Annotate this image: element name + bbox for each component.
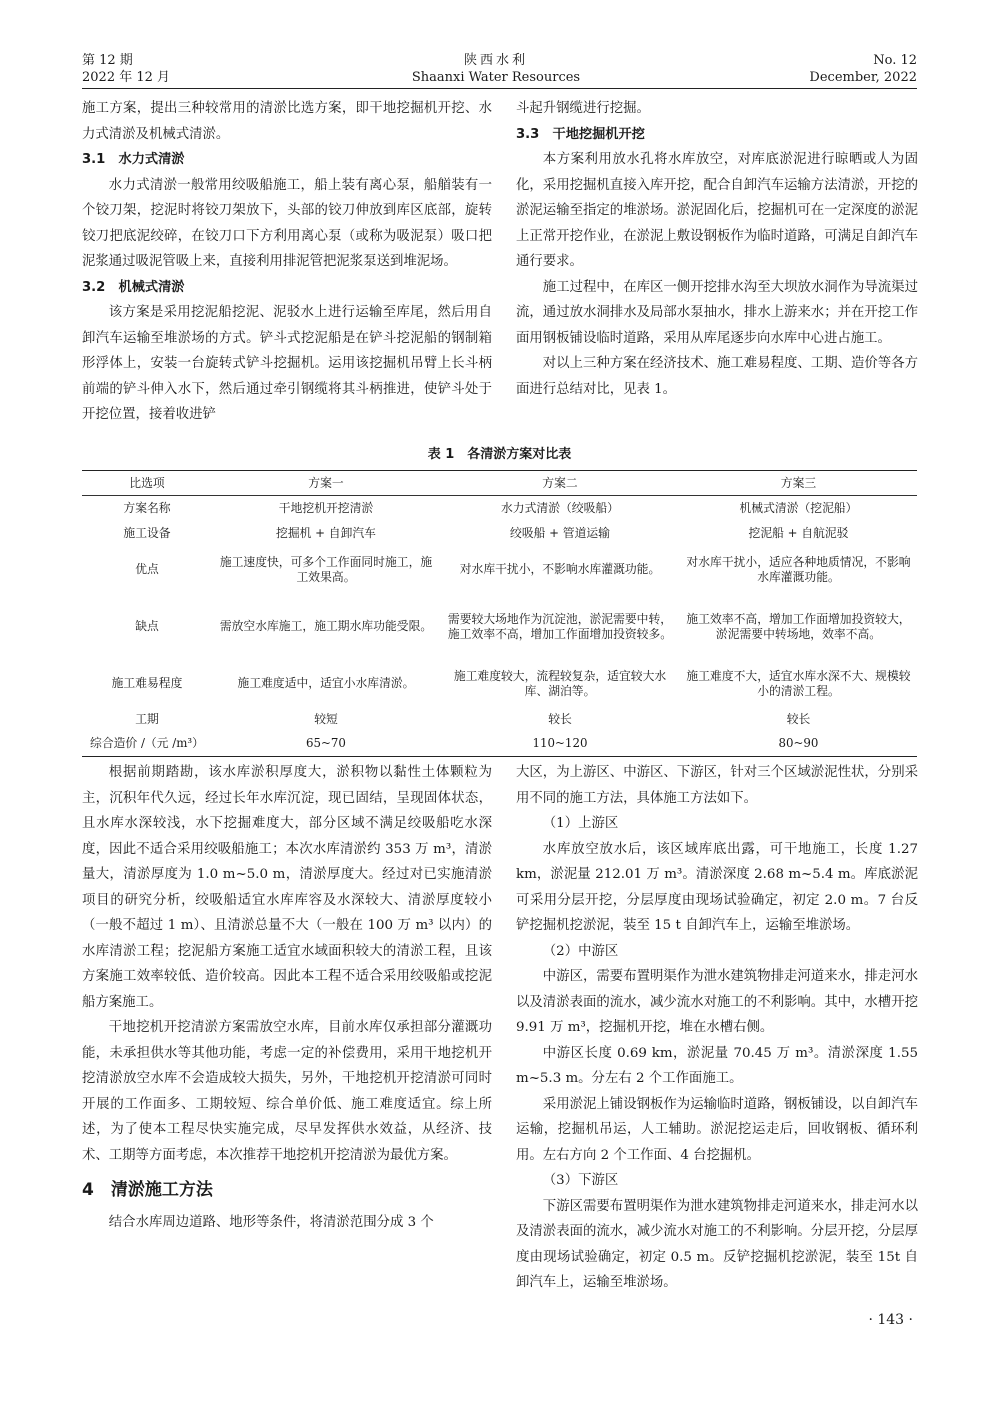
section-4-heading: 4 清淤施工方法 — [82, 1180, 213, 1200]
section-3-1-heading: 3.1 水力式清淤 — [82, 152, 185, 167]
table-cell: 缺点 — [135, 619, 159, 633]
table-cell: 80~90 — [778, 736, 819, 750]
page-number: · 143 · — [868, 1312, 913, 1328]
table-header-cell: 方案三 — [680, 471, 917, 496]
paragraph: 该方案是采用挖泥船挖泥、泥驳水上进行运输至库尾，然后用自卸汽车运输至堆淤场的方式。铲斗式挖泥船是在铲斗挖泥船的钢制箱形浮体上，安装一台旋转式铲斗挖掘机。运用该挖掘机吊臂上长斗柄前端的铲斗伸入水下，然后通过牵引钢缆将其斗柄推进，使铲斗处于开挖位置，接着收进铲 — [82, 305, 492, 422]
table-header-cell: 方案二 — [440, 471, 680, 496]
header-right — [717, 52, 917, 86]
header-date-en: December, 2022 — [809, 70, 917, 85]
subheading-downstream: （3）下游区 — [542, 1173, 619, 1188]
table-header-cell: 方案一 — [212, 471, 440, 496]
paragraph: 大区，为上游区、中游区、下游区，针对三个区域淤泥性状，分别采用不同的施工方法，具体施工方法如下。 — [516, 765, 918, 806]
table-row — [82, 521, 917, 546]
table-cell: 110~120 — [532, 736, 588, 750]
table-cell: 施工难易程度 — [111, 676, 183, 690]
table-cell: 挖泥船 + 自航泥驳 — [748, 525, 849, 540]
paragraph: 中游区长度 0.69 km，淤泥量 70.45 万 m³。清淤深度 1.55 m~5.3 m。分左右 2 个工作面施工。 — [516, 1045, 918, 1086]
table-cell: 优点 — [135, 562, 159, 576]
paragraph: 下游区需要布置明渠作为泄水建筑物排走河道来水，排走河水以及清淤表面的流水，减少流水对施工的不利影响。分层开挖，分层厚度由现场试验确定，初定 0.5 m。反铲挖掘机挖淤泥，装至 15t 自卸汽车上，运输至堆淤场。 — [516, 1198, 918, 1290]
header-date-cn: 2022 年 12 月 — [82, 70, 171, 85]
table-cell: 对水库干扰小，不影响水库灌溉功能。 — [459, 562, 661, 576]
table-caption: 表 1 各清淤方案对比表 — [427, 447, 572, 462]
table-header-row — [82, 471, 917, 496]
table-row — [82, 660, 917, 708]
journal-title-en: Shaanxi Water Resources — [411, 70, 581, 85]
table-cell: 施工难度不大，适宜水库水深不大、规模较小的清淤工程。 — [686, 668, 911, 698]
paragraph: 对以上三种方案在经济技术、施工难易程度、工期、造价等各方面进行总结对比，见表 1。 — [516, 356, 918, 397]
journal-title-cn: 陕西水利 — [463, 53, 528, 68]
table-cell: 施工设备 — [123, 525, 171, 540]
header-left — [82, 52, 282, 86]
paragraph: 采用淤泥上铺设钢板作为运输临时道路，钢板铺设，以自卸汽车运输，挖掘机吊运，人工辅助。淤泥挖运走后，回收钢板、循环利用。左右方向 2 个工作面、4 台挖掘机。 — [516, 1096, 918, 1163]
table-cell: 工期 — [135, 712, 159, 726]
paragraph: 斗起升钢缆进行挖掘。 — [516, 101, 650, 116]
header-center — [396, 52, 596, 86]
subheading-upstream: （1）上游区 — [542, 816, 619, 831]
table-cell: 施工速度快，可多个工作面同时施工，施工效果高。 — [219, 554, 433, 584]
table-cell: 方案名称 — [123, 500, 171, 515]
paragraph: 水库放空放水后，该区域库底出露，可干地施工，长度 1.27 km，淤泥量 212.01 万 m³。清淤深度 2.68 m~5.4 m。库底淤泥可采用分层开挖，分层厚度由现场试验确定，初定 2.0 m。7 台反铲挖掘机挖淤泥，装至 15 t 自卸汽车上，运输至堆淤场。 — [516, 841, 918, 933]
table-cell: 机械式清淤（挖泥船） — [739, 500, 858, 515]
table-cell: 需要较大场地作为沉淀池，淤泥需要中转，施工效率不高，增加工作面增加投资较多。 — [447, 611, 673, 641]
paragraph: 施工过程中，在库区一侧开挖排水沟至大坝放水洞作为导流渠过流，通过放水洞排水及局部水泵抽水，排水上游来水；并在开挖工作面用钢板铺设临时道路，采用从库尾逐步向水库中心进占施工。 — [516, 279, 918, 346]
table-cell: 挖掘机 + 自卸汽车 — [276, 525, 376, 540]
table-cell: 绞吸船 + 管道运输 — [510, 525, 610, 540]
paragraph: 施工方案，提出三种较常用的清淤比选方案，即干地挖掘机开挖、水力式清淤及机械式清淤。 — [82, 101, 492, 142]
table-cell: 施工难度适中，适宜小水库清淤。 — [237, 676, 415, 690]
table-cell: 综合造价 /（元 /m³） — [90, 736, 204, 750]
table-cell: 对水库干扰小，适应各种地质情况，不影响水库灌溉功能。 — [686, 554, 911, 584]
table-cell: 水力式清淤（绞吸船） — [501, 500, 619, 515]
section-3-3-heading: 3.3 干地挖掘机开挖 — [516, 126, 645, 142]
table-cell: 施工效率不高，增加工作面增加投资较大，淤泥需要中转场地，效率不高。 — [686, 611, 911, 641]
paragraph: 干地挖机开挖清淤方案需放空水库，目前水库仅承担部分灌溉功能，未承担供水等其他功能，考虑一定的补偿费用，采用干地挖机开挖清淤放空水库不会造成较大损失，另外，干地挖机开挖清淤可同时开展的工作面多、工期较短、综合单价低、施工难度适宜。综上所述，为了使本工程尽快实施完成，尽早发挥供水效益，从经济、技术、工期等方面考虑，本次推荐干地挖机开挖清淤为最优方案。 — [82, 1020, 492, 1163]
comparison-table-grid — [82, 471, 917, 756]
table-row — [82, 708, 917, 732]
paragraph: 中游区，需要布置明渠作为泄水建筑物排走河道来水，排走河水以及清淤表面的流水，减少流水对施工的不利影响。其中，水槽开挖 9.91 万 m³，挖掘机开挖，堆在水槽右侧。 — [516, 969, 918, 1035]
right-column-top — [516, 96, 918, 402]
table-cell: 65~70 — [306, 736, 346, 750]
table-row — [82, 496, 917, 521]
table-cell: 较长 — [548, 712, 572, 726]
table-row — [82, 594, 917, 660]
subheading-midstream: （2）中游区 — [542, 943, 619, 959]
paragraph: 结合水库周边道路、地形等条件，将清淤范围分成 3 个 — [108, 1215, 434, 1230]
right-column-bottom — [516, 760, 918, 1296]
comparison-table — [82, 470, 917, 757]
left-column-top — [82, 96, 492, 428]
table-cell: 施工难度较大，流程较复杂，适宜较大水库、湖泊等。 — [453, 668, 667, 698]
header-rule — [82, 88, 917, 89]
table-cell: 干地挖机开挖清淤 — [278, 500, 374, 515]
paragraph: 水力式清淤一般常用绞吸船施工，船上装有离心泵，船艏装有一个铰刀架，挖泥时将铰刀架放下，头部的铰刀伸放到库区底部，旋转铰刀把底泥绞碎，在铰刀口下方利用离心泵（或称为吸泥泵）吸口把泥浆通过吸泥管吸上来，直接利用排泥管把泥浆泵送到堆泥场。 — [82, 177, 492, 269]
left-column-bottom — [82, 760, 492, 1236]
table-row — [82, 546, 917, 594]
paragraph: 根据前期踏勘，该水库淤积厚度大，淤积物以黏性土体颗粒为主，沉积年代久远，经过长年水库沉淀，现已固结，呈现固体状态，且水库水深较浅，水下挖掘难度大，部分区域不满足绞吸船吃水深度，因此不适合采用绞吸船施工；本次水库清淤约 353 万 m³，清淤量大，清淤厚度为 1.0 m~5.0 m，清淤厚度大。经过对已实施清淤项目的研究分析，绞吸船适宜水库库容及水深较大、清淤厚度较小（一般不超过 1 m）、且清淤总量不大（一般在 100 万 m³ 以内）的水库清淤工程；挖泥船方案施工适宜水域面积较大的清淤工程，且该方案施工效率较低、造价较高。因此本工程不适合采用绞吸船或挖泥船方案施工。 — [82, 765, 492, 1010]
table-row — [82, 732, 917, 756]
header-issue-cn: 第 12 期 — [82, 53, 133, 68]
table-cell: 较长 — [786, 712, 811, 726]
section-3-2-heading: 3.2 机械式清淤 — [82, 279, 185, 295]
table-cell: 较短 — [314, 712, 338, 726]
table-header-cell: 比选项 — [82, 471, 212, 496]
table-cell: 需放空水库施工，施工期水库功能受限。 — [219, 619, 433, 633]
paragraph: 本方案利用放水孔将水库放空，对库底淤泥进行晾晒或人为固化，采用挖掘机直接入库开挖，配合自卸汽车运输方法清淤，开挖的淤泥运输至指定的堆淤场。淤泥固化后，挖掘机可在一定深度的淤泥上正常开挖作业，在淤泥上敷设钢板作为临时道路，可满足自卸汽车通行要求。 — [516, 152, 918, 269]
header-issue-en: No. 12 — [873, 53, 917, 68]
